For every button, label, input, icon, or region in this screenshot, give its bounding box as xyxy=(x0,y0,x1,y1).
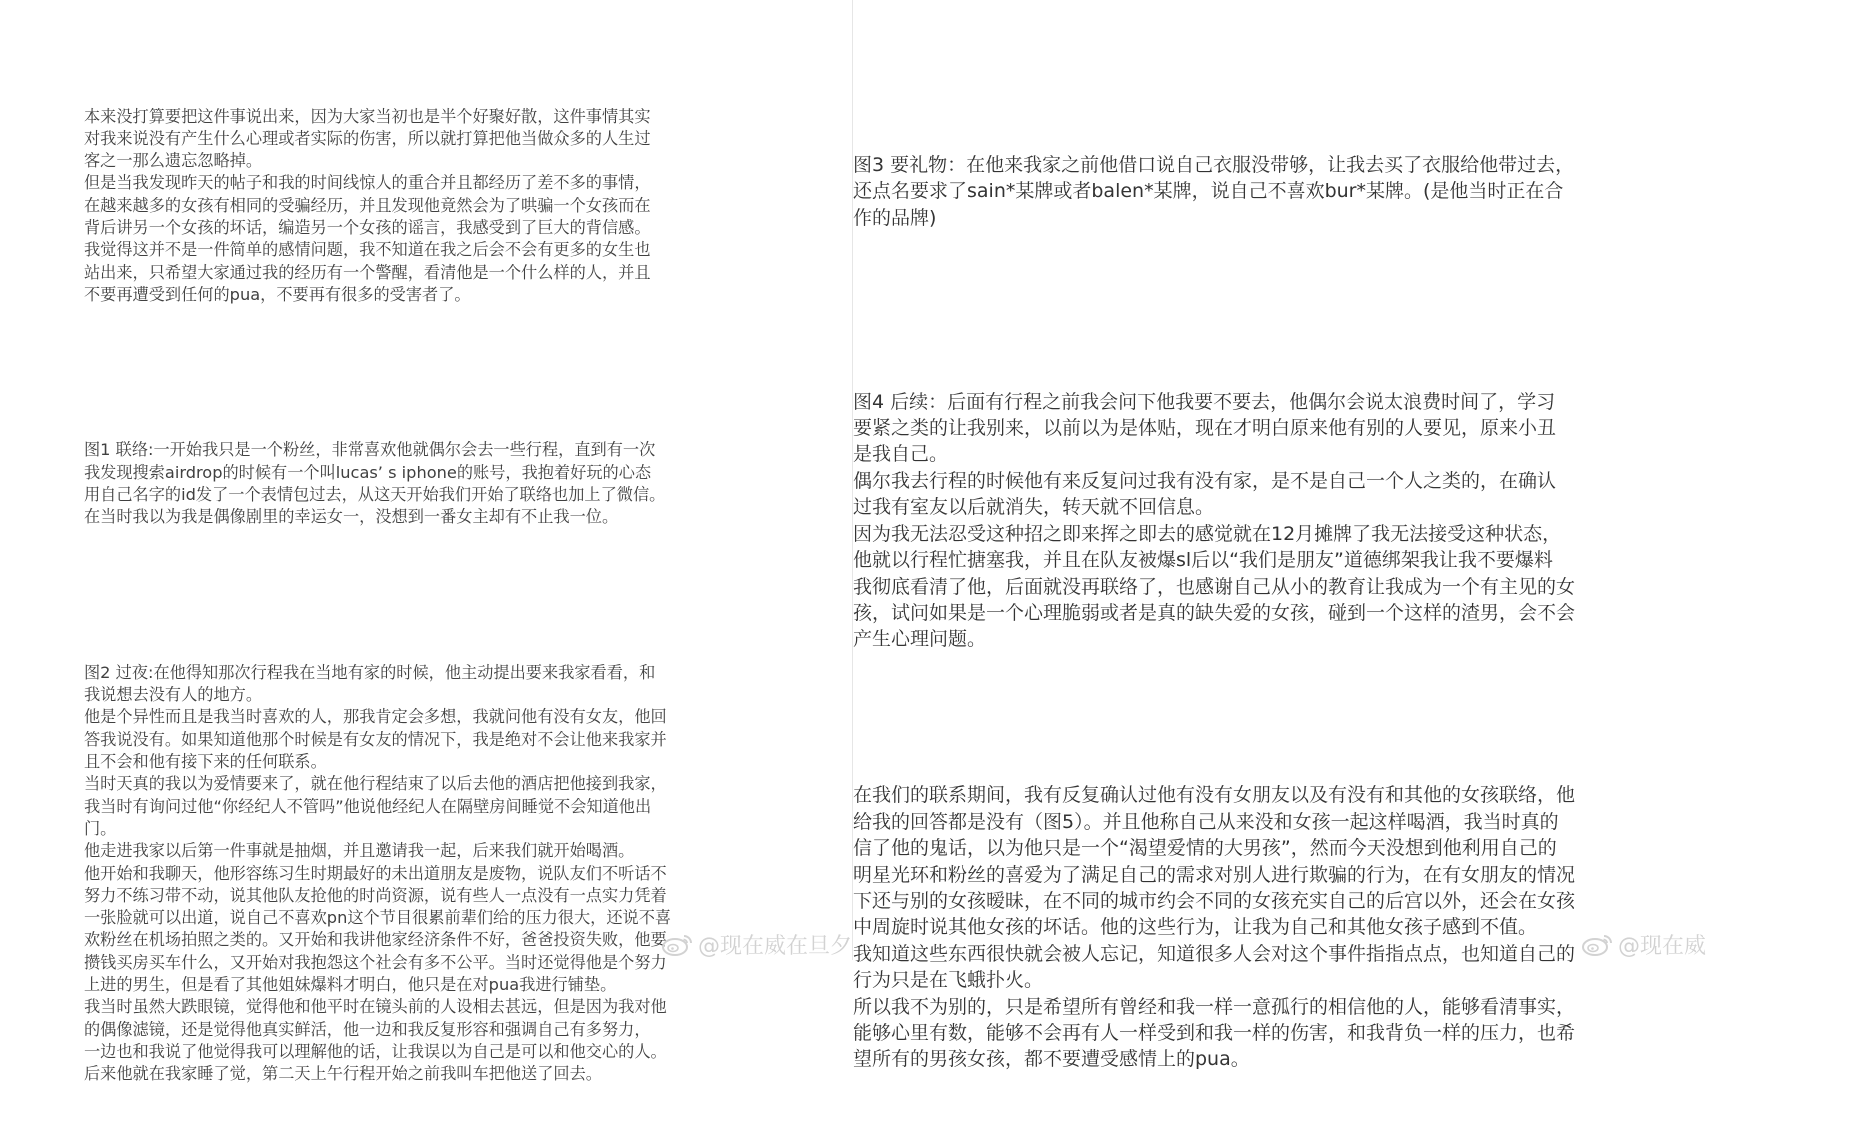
paragraph-gap xyxy=(84,573,671,617)
paragraph-gap xyxy=(84,351,671,395)
paragraph-gap xyxy=(853,284,1853,336)
left-paragraph-figure-1: 图1 联络:一开始我只是一个粉丝，非常喜欢他就偶尔会去一些行程，直到有一次 我发现搜索airdrop的时候有一个叫lucas’ s iphone的账号，我抱着好玩的心态 用自己名字的id发了一个表情包过去，从这天开始我们开始了联络也加上了微信。 在当时我以为我是偶像剧里的幸运女一，没想到一番女主却有不止我一位。 xyxy=(84,440,666,527)
right-watermark xyxy=(1580,928,1706,960)
weibo-logo-icon xyxy=(1580,932,1614,956)
right-paragraph-figure-3: 图3 要礼物：在他来我家之前他借口说自己衣服没带够，让我去买了衣服给他带过去， 还点名要求了sain*某牌或者balen*某牌，说自己不喜欢bur*某牌。(是他当时正在合 作的品牌) xyxy=(853,153,1575,229)
paragraph-gap xyxy=(853,706,1853,730)
right-paragraph-figure-4: 图4 后续：后面有行程之前我会问下他我要不要去，他偶尔会说太浪费时间了，学习 要紧之类的让我别来，以前以为是体贴，现在才明白原来他有别的人要见，原来小丑 是我自己。 偶尔我去行程的时候他有来反复问过我有没有家，是不是自己一个人之类的，在确认 过我有室友以后就消失，转天就不回信息。 因为我无法忍受这种招之即来挥之即去的感觉就在12月摊牌了我无法接受这种状态， 他就以行程忙搪塞我，并且在队友被爆sl后以“我们是朋友”道德绑架我让我不要爆料 我彻底看清了他，后面就没再联络了，也感谢自己从小的教育让我成为一个有主见的女 孩，试问如果是一个心理脆弱或者是真的缺失爱的女孩，碰到一个这样的渣男，会不会 产生心理问题。 xyxy=(853,390,1576,651)
right-page-text xyxy=(853,99,1853,1126)
left-document-page xyxy=(0,0,853,1084)
left-page-text xyxy=(84,61,671,1130)
left-paragraph-intro: 本来没打算要把这件事说出来，因为大家当初也是半个好聚好散，这件事情其实 对我来说没有产生什么心理或者实际的伤害，所以就打算把他当做众多的人生过 客之一那么遗忘忽略掉。 但是当我发现昨天的帖子和我的时间线惊人的重合并且都经历了差不多的事情， 在越来越多的女孩有相同的受骗经历，并且发现他竟然会为了哄骗一个女孩而在 背后讲另一个女孩的坏话，编造另一个女孩的谣言，我感受到了巨大的背信感。 我觉得这并不是一件简单的感情问题，我不知道在我之后会不会有更多的女生也 站出来，只希望大家通过我的经历有一个警醒，看清他是一个什么样的人，并且 不要再遭受到任何的pua，不要再有很多的受害者了。 xyxy=(84,106,651,304)
left-watermark xyxy=(660,928,852,960)
right-document-page xyxy=(853,0,1708,1071)
left-watermark-text: @现在威在旦夕 xyxy=(698,933,853,959)
left-paragraph-figure-2: 图2 过夜:在他得知那次行程我在当地有家的时候，他主动提出要来我家看看，和 我说想去没有人的地方。 他是个异性而且是我当时喜欢的人，那我肯定会多想，我就问他有没有女友，他回 答我说没有。如果知道他那个时候是有女友的情况下，我是绝对不会让他来我家并 且不会和他有接下来的任何联系。 当时天真的我以为爱情要来了，就在他行程结束了以后去他的酒店把他接到我家， 我当时有询问过他“你经纪人不管吗”他说他经纪人在隔壁房间睡觉不会知道他出 门。 他走进我家以后第一件事就是抽烟，并且邀请我一起，后来我们就开始喝酒。 他开始和我聊天，他形容练习生时期最好的未出道朋友是废物，说队友们不听话不 努力不练习带不动，说其他队友抢他的时尚资源，说有些人一点没有一点实力凭着 一张脸就可以出道，说自己不喜欢pn这个节目很累前辈们给的压力很大，还说不喜 欢粉丝在机场拍照之类的。又开始和我讲他家经济条件不好，爸爸投资失败，他要 攒钱买房买车什么，又开始对我抱怨这个社会有多不公平。当时还觉得他是个努力 上进的男生，但是看了其他姐妹爆料才明白，他只是在对pua我进行铺垫。 我当时虽然大跌眼镜，觉得他和他平时在镜头前的人设相去甚远，但是因为我对他 的偶像滤镜，还是觉得他真实鲜活，他一边和我反复形容和强调自己有多努力， 一边也和我说了他觉得我可以理解他的话，让我误以为自己是可以和他交心的人。 后来他就在我家睡了觉，第二天上午行程开始之前我叫车把他送了回去。 xyxy=(84,662,672,1084)
right-paragraph-conclusion: 在我们的联系期间，我有反复确认过他有没有女朋友以及有没有和其他的女孩联络，他 给我的回答都是没有（图5）。并且他称自己从来没和女孩一起这样喝酒，我当时真的 信了他的鬼话，以为他只是一个“渴望爱情的大男孩”，然而今天没想到他利用自己的 明星光环和粉丝的喜爱为了满足自己的需求对别人进行欺骗的行为，在有女朋友的情况 下还与别的女孩暧昧，在不同的城市约会不同的女孩充实自己的后宫以外，还会在女孩 中周旋时说其他女孩的坏话。他的这些行为，让我为自己和其他女孩子感到不值。 我知道这些东西很快就会被人忘记，知道很多人会对这个事件指指点点，也知道自己的 行为只是在飞蛾扑火。 所以我不为别的，只是希望所有曾经和我一样一意孤行的相信他的人，能够看清事实， 能够心里有数，能够不会再有人一样受到和我一样的伤害，和我背负一样的压力，也希 望所有的男孩女孩，都不要遭受感情上的pua。 xyxy=(853,784,1576,1071)
weibo-logo-icon xyxy=(660,932,694,956)
right-watermark-text: @现在威 xyxy=(1618,933,1707,959)
